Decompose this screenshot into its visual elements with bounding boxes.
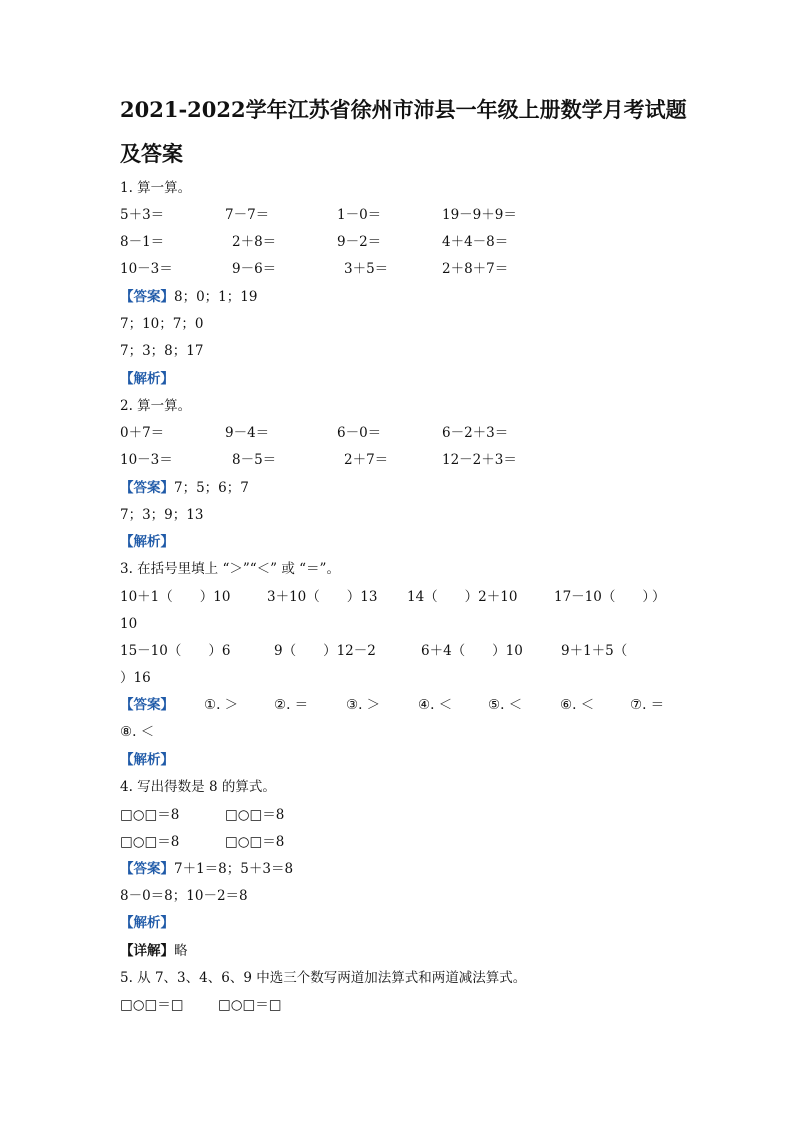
- document-title-line-1: 2021-2022学年江苏省徐州市沛县一年级上册数学月考试题: [120, 97, 687, 122]
- q1-expression: 10－3＝: [120, 261, 173, 277]
- q1-expression: 8－1＝: [120, 234, 165, 250]
- q5-blank-equation: □○□＝□: [218, 997, 282, 1013]
- question-1-heading: 1. 算一算。: [120, 180, 192, 196]
- q3-comparison: 9＋1＋5（: [561, 643, 628, 659]
- q3-comparison-wrap: 10: [120, 616, 138, 632]
- q4-blank-equation: □○□＝8: [120, 834, 180, 850]
- answer-tag: 【答案】: [120, 289, 174, 305]
- q4-blank-equation: □○□＝8: [225, 807, 285, 823]
- q1-expression: 5＋3＝: [120, 207, 165, 223]
- q1-expression: 1－0＝: [337, 207, 382, 223]
- q1-expression: 19－9＋9＝: [442, 207, 517, 223]
- question-4-heading: 4. 写出得数是 8 的算式。: [120, 779, 276, 795]
- q3-comparison: 10＋1（ ）10: [120, 589, 231, 605]
- q1-answer-line: 7；10；7；0: [120, 316, 204, 332]
- answer-tag: 【答案】: [120, 697, 174, 713]
- q3-answer: ③. ＞: [346, 697, 381, 713]
- q2-expression: 0＋7＝: [120, 425, 165, 441]
- q3-answer: ⑥. ＜: [560, 697, 595, 713]
- q2-expression: 2＋7＝: [344, 452, 389, 468]
- q5-blank-equation: □○□＝□: [120, 997, 184, 1013]
- q3-comparison: 17－10（ ）: [554, 589, 656, 605]
- q3-comparison: 6＋4（ ）10: [421, 643, 523, 659]
- q4-answer-line: [120, 860, 293, 878]
- q2-answer-text: 7；5；6；7: [174, 480, 249, 496]
- q3-comparison: 15－10（ ）6: [120, 643, 231, 659]
- analysis-tag: 【解析】: [120, 534, 174, 550]
- q2-expression: 12－2＋3＝: [442, 452, 517, 468]
- q2-answer-line: 7；3；9；13: [120, 507, 204, 523]
- q3-answer: ④. ＜: [418, 697, 453, 713]
- analysis-tag: 【解析】: [120, 752, 174, 768]
- question-2-heading: 2. 算一算。: [120, 398, 192, 414]
- q3-comparison-wrap: ）16: [120, 670, 151, 686]
- q4-detail-line: [120, 942, 188, 960]
- q1-expression: 2＋8＝: [232, 234, 277, 250]
- q1-expression: 4＋4－8＝: [442, 234, 509, 250]
- q2-expression: 6－2＋3＝: [442, 425, 509, 441]
- q1-expression: 2＋8＋7＝: [442, 261, 509, 277]
- q4-blank-equation: □○□＝8: [120, 807, 180, 823]
- q3-answer: ⑧. ＜: [120, 724, 155, 740]
- q2-expression: 9－4＝: [225, 425, 270, 441]
- q1-expression: 3＋5＝: [344, 261, 389, 277]
- q4-detail-text: 略: [174, 943, 188, 959]
- analysis-tag: 【解析】: [120, 371, 174, 387]
- q4-answer-text: 7＋1＝8；5＋3＝8: [174, 861, 294, 877]
- answer-tag: 【答案】: [120, 861, 174, 877]
- q4-blank-equation: □○□＝8: [225, 834, 285, 850]
- analysis-tag: 【解析】: [120, 915, 174, 931]
- answer-tag: 【答案】: [120, 480, 174, 496]
- q3-answer: ②. ＝: [274, 697, 309, 713]
- q3-comparison: 9（ ）12－2: [274, 643, 376, 659]
- q3-comparison-close: ）: [652, 589, 666, 605]
- q3-comparison: 14（ ）2＋10: [407, 589, 518, 605]
- q2-expression: 8－5＝: [232, 452, 277, 468]
- q2-expression: 6－0＝: [337, 425, 382, 441]
- q3-comparison: 3＋10（ ）13: [267, 589, 378, 605]
- q3-answer: ①. ＞: [204, 697, 239, 713]
- q2-expression: 10－3＝: [120, 452, 173, 468]
- document-title-line-2: 及答案: [120, 141, 183, 166]
- q4-answer-line: 8－0＝8；10－2＝8: [120, 888, 248, 904]
- question-3-heading: 3. 在括号里填上 “＞”“＜” 或 “＝”。: [120, 561, 340, 577]
- q1-expression: 9－6＝: [232, 261, 277, 277]
- detail-tag: 【详解】: [120, 943, 174, 959]
- q1-answer-text: 8；0；1；19: [174, 289, 258, 305]
- question-5-heading: 5. 从 7、3、4、6、9 中选三个数写两道加法算式和两道减法算式。: [120, 970, 527, 986]
- q3-answer: ⑤. ＜: [488, 697, 523, 713]
- q1-answer-line: 7；3；8；17: [120, 343, 204, 359]
- q1-expression: 9－2＝: [337, 234, 382, 250]
- q1-answer-line: [120, 288, 257, 306]
- q1-expression: 7－7＝: [225, 207, 270, 223]
- q2-answer-line: [120, 479, 249, 497]
- q3-answer: ⑦. ＝: [630, 697, 665, 713]
